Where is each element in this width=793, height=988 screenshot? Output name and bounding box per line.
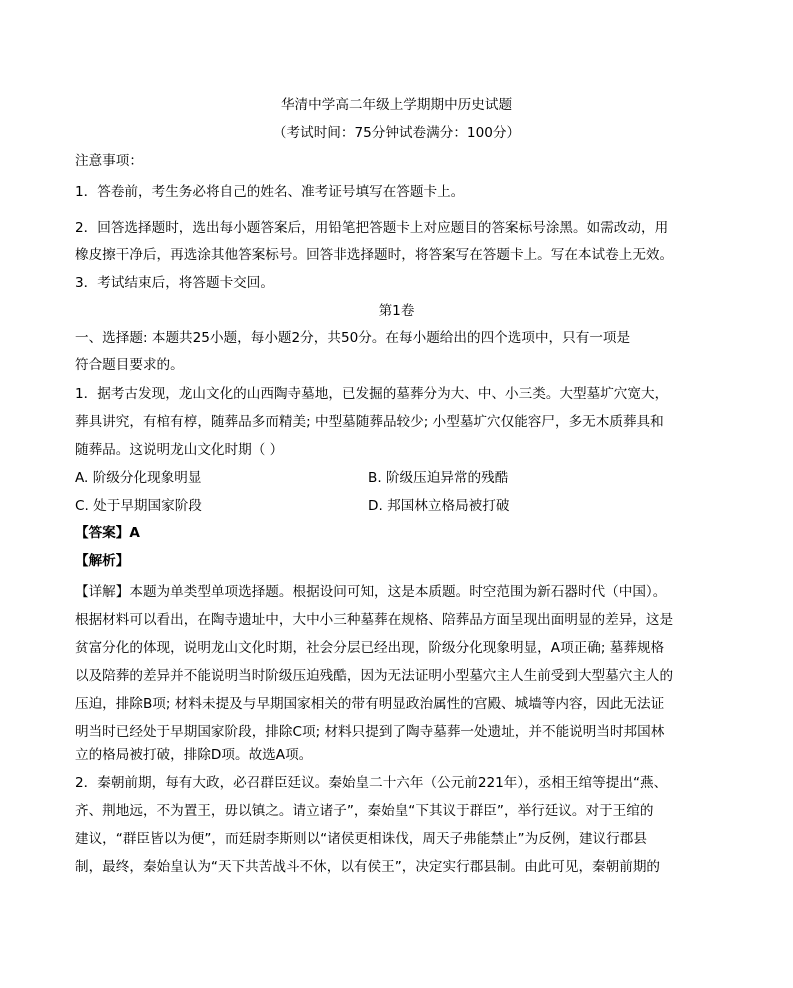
- q1-detail-line-2: 根据材料可以看出，在陶寺遗址中，大中小三种墓葬在规格、陪葬品方面呈现出面明显的差异，这是: [75, 612, 674, 628]
- q2-stem-line-2: 齐、荆地远，不为置王，毋以镇之。请立诸子”，秦始皇“下其议于群臣”，举行廷议。对于王绾的: [75, 803, 654, 819]
- notice-heading: 注意事项：: [75, 153, 143, 169]
- exam-subtitle: （考试时间：75分钟试卷满分：100分）: [272, 125, 521, 141]
- q1-option-b: B. 阶级压迫异常的残酷: [368, 470, 509, 486]
- q2-stem-line-1: 2．秦朝前期，每有大政，必召群臣廷议。秦始皇二十六年（公元前221年），丞相王绾等提出“燕、: [75, 775, 668, 791]
- exam-title: 华清中学高二年级上学期期中历史试题: [280, 97, 513, 113]
- volume-heading: 第1卷: [378, 303, 415, 319]
- q1-detail-line-6: 明当时已经处于早期国家阶段，排除C项; 材料只提到了陶寺墓葬一处遗址，并不能说明当时邦国林: [75, 724, 665, 740]
- q1-stem-line-3: 随葬品。这说明龙山文化时期（ ）: [75, 442, 284, 458]
- q1-analysis-label: 【解析】: [75, 553, 130, 569]
- section-heading-line-1: 一、选择题: 本题共25小题，每小题2分，共50分。在每小题给出的四个选项中，只有一项是: [75, 330, 631, 346]
- notice-item-3: 3．考试结束后，将答题卡交回。: [75, 275, 274, 291]
- q1-stem-line-1: 1．据考古发现，龙山文化的山西陶寺墓地，已发掘的墓葬分为大、中、小三类。大型墓圹穴宽大，: [75, 386, 669, 402]
- q1-detail-line-1: 【详解】本题为单类型单项选择题。根据设问可知，这是本质题。时空范围为新石器时代（中国）。: [75, 584, 667, 600]
- section-heading-line-2: 符合题目要求的。: [75, 357, 184, 373]
- q1-option-a: A. 阶级分化现象明显: [75, 470, 202, 486]
- q2-stem-line-4: 制，最终，秦始皇认为“天下共苦战斗不休，以有侯王”，决定实行郡县制。由此可见，秦朝前期的: [75, 859, 661, 875]
- q1-detail-line-7: 立的格局被打破，排除D项。故选A项。: [75, 747, 313, 763]
- q2-stem-line-3: 建议，“群臣皆以为便”，而廷尉李斯则以“诸侯更相诛伐，周天子弗能禁止”为反例，建议行郡县: [75, 831, 647, 847]
- notice-item-2-line-1: 2．回答选择题时，选出每小题答案后，用铅笔把答题卡上对应题目的答案标号涂黑。如需改动，用: [75, 220, 669, 236]
- q1-option-d: D. 邦国林立格局被打破: [368, 498, 510, 514]
- q1-stem-line-2: 葬具讲究，有棺有椁，随葬品多而精美; 中型墓随葬品较少; 小型墓圹穴仅能容尸，多无木质葬具和: [75, 414, 664, 430]
- q1-option-c: C. 处于早期国家阶段: [75, 498, 202, 514]
- notice-item-1: 1．答卷前，考生务必将自己的姓名、准考证号填写在答题卡上。: [75, 184, 465, 200]
- notice-item-2-line-2: 橡皮擦干净后，再选涂其他答案标号。回答非选择题时，将答案写在答题卡上。写在本试卷上无效。: [75, 247, 674, 263]
- q1-detail-line-4: 以及陪葬的差异并不能说明当时阶级压迫残酷，因为无法证明小型墓穴主人生前受到大型墓穴主人的: [75, 668, 674, 684]
- q1-detail-line-5: 压迫，排除B项; 材料未提及与早期国家相关的带有明显政治属性的宫殿、城墙等内容，因此无法证: [75, 696, 665, 712]
- q1-answer: 【答案】A: [75, 525, 140, 541]
- q1-detail-line-3: 贫富分化的体现，说明龙山文化时期，社会分层已经出现，阶级分化现象明显，A项正确; 墓葬规格: [75, 640, 665, 656]
